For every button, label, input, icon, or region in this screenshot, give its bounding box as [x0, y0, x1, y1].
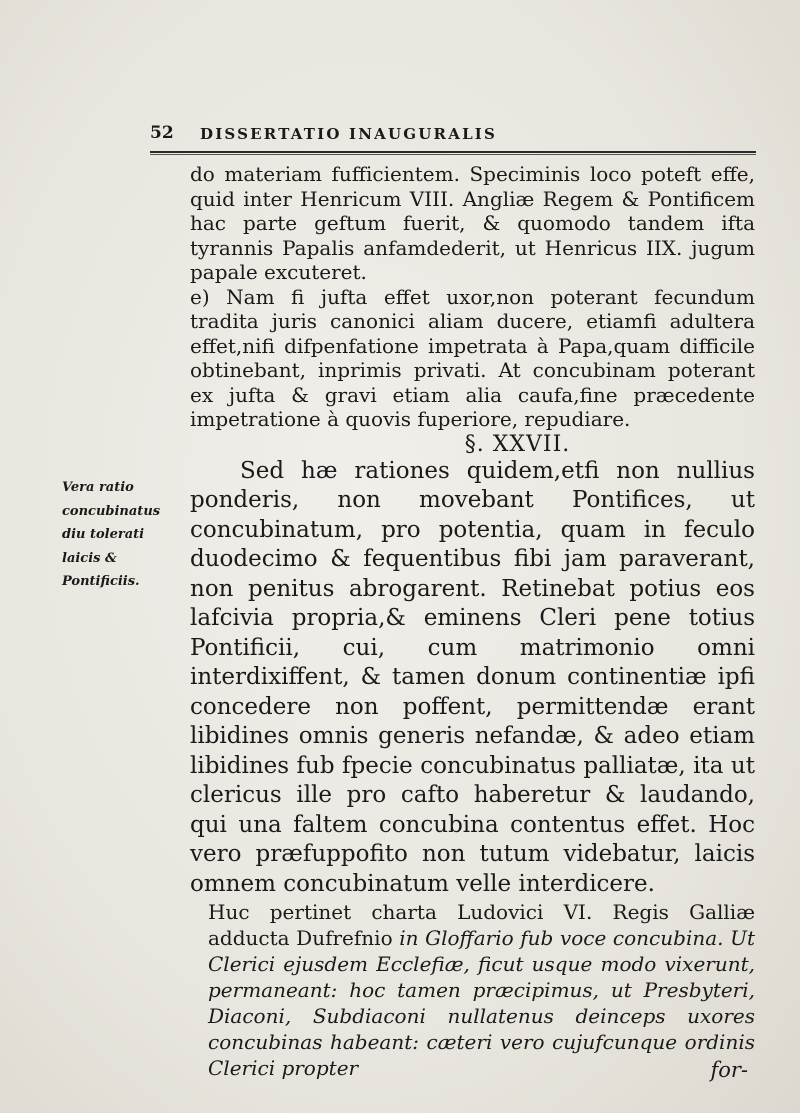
huc-italic-text: in Gloffario fub voce concubina. Ut Clerici ejusdem Ecclefiæ, ficut usque modo vixerunt, permaneant: hoc tamen præcipimus, ut Presbyteri, Diaconi, Subdiaconi nullatenus deinceps uxores concubinas habeant: cæteri vero cujufcunque ordinis Clerici propter: [208, 926, 756, 1080]
header-rule-thin: [150, 154, 756, 155]
paragraph-huc: [190, 899, 755, 1081]
body-text: [190, 162, 755, 1081]
huc-roman-text: Huc pertinet charta Ludovici VI. Regis Galliæ adducta Dufrefnio: [208, 900, 755, 950]
marginal-note: Vera ratio concubinatus diu tolerati laicis & Pontificiis.: [62, 480, 161, 589]
catchword: for-: [710, 1058, 748, 1082]
header-rule: [150, 151, 756, 153]
footnote-e: e) Nam fi jufta effet uxor,non poterant fecundum tradita juris canonici aliam ducere, etiamfi adultera effet,nifi difpenfatione impetrata à Papa,quam difficile obtinebant, inprimis privati. At concubinam poterant ex jufta & gravi etiam alia caufa,fine præcedente impetratione à quovis fuperiore, repudiare.: [190, 284, 755, 431]
paragraph-main: Sed hæ rationes quidem,etfi non nullius ponderis, non movebant Pontifices, ut concubinatum, pro potentia, quam in feculo duodecimo & fequentibus fibi jam paraverant, non penitus abrogarent. Retinebat potius eos lafcivia propria,& eminens Cleri pene totius Pontificii, cui, cum matrimonio omni interdixiffent, & tamen donum continentiæ ipfi concedere non poffent, permittendæ erant libidines omnis generis nefandæ, & adeo etiam libidines fub fpecie concubinatus palliatæ, ita ut clericus ille pro cafto haberetur & laudando, qui una faltem concubina contentus effet. Hoc vero præfuppofito non tutum videbatur, laicis omnem concubinatum velle interdicere.: [190, 457, 755, 897]
page-number: 52: [150, 123, 174, 143]
page-header: [150, 123, 750, 147]
running-title: DISSERTATIO INAUGURALIS: [200, 125, 498, 143]
section-heading: §. XXVII.: [464, 431, 571, 457]
paragraph-top: do materiam fufficientem. Speciminis loco poteft effe, quid inter Henricum VIII. Angliæ Regem & Pontificem hac parte geftum fuerit, & quomodo tandem ifta tyrannis Papalis anfamdederit, ut Henricus IIX. jugum papale excuteret.: [190, 162, 755, 284]
